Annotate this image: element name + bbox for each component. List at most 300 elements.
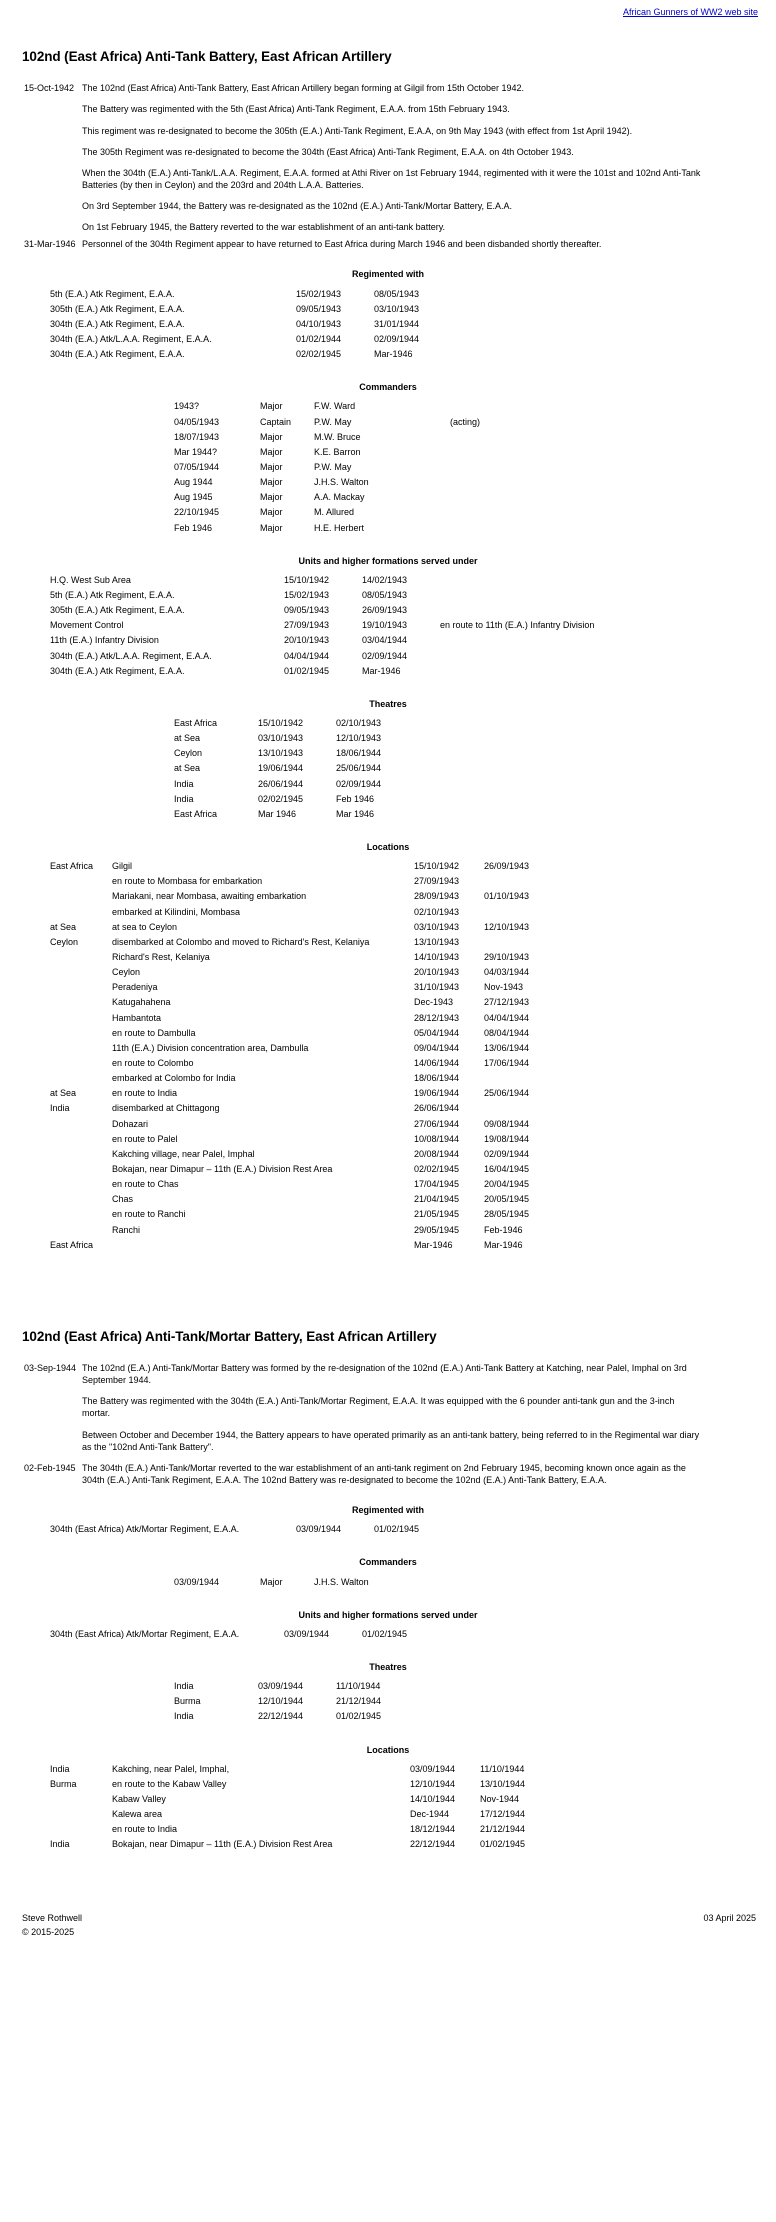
history-row — [14, 1362, 762, 1386]
from-date: 13/10/1943 — [414, 936, 460, 947]
table-row — [174, 808, 414, 823]
from-date: 20/08/1944 — [414, 1148, 460, 1159]
to-date: 04/04/1944 — [484, 1012, 530, 1023]
location-place: 11th (E.A.) Division concentration area, Dambulla — [112, 1042, 309, 1053]
commander-rank: Major — [260, 507, 283, 518]
unit1-theatres-table — [174, 717, 414, 823]
history-date: 03-Sep-1944 — [24, 1363, 77, 1373]
table-row — [50, 318, 452, 333]
table-row — [50, 860, 554, 875]
history-row — [14, 1462, 762, 1486]
location-place: en route to India — [112, 1088, 178, 1099]
table-row — [50, 1628, 440, 1643]
table-row — [174, 732, 414, 747]
history-text: The 102nd (East Africa) Anti-Tank Battery, East African Artillery began forming at Gilgil from 15th October 1942. — [82, 83, 525, 94]
commander-name: K.E. Barron — [314, 446, 361, 457]
location-region: India — [50, 1839, 70, 1850]
location-region — [50, 981, 112, 996]
location-region — [50, 1208, 112, 1223]
to-date: 26/09/1943 — [484, 861, 530, 872]
from-date: 14/10/1944 — [410, 1793, 456, 1804]
to-date: 14/02/1943 — [362, 574, 408, 585]
theatre-name: at Sea — [174, 733, 201, 744]
commander-rank: Major — [260, 446, 283, 457]
commander-note — [450, 506, 480, 521]
to-date: 01/02/1945 — [336, 1711, 382, 1722]
theatre-name: at Sea — [174, 763, 201, 774]
from-date: 18/12/1944 — [410, 1824, 456, 1835]
formation-name: 5th (E.A.) Atk Regiment, E.A.A. — [50, 590, 175, 601]
table-row — [50, 333, 452, 348]
to-date: 20/05/1945 — [484, 1194, 530, 1205]
table-row — [50, 906, 554, 921]
history-row — [14, 103, 762, 115]
table-row — [50, 1193, 554, 1208]
table-row — [50, 875, 554, 890]
to-date: 12/10/1943 — [484, 921, 530, 932]
location-region: Burma — [50, 1778, 77, 1789]
to-date: 08/04/1944 — [484, 1027, 530, 1038]
commander-name: F.W. Ward — [314, 401, 356, 412]
commander-note — [450, 476, 480, 491]
formation-note — [440, 665, 594, 680]
from-date: 12/10/1944 — [410, 1778, 456, 1789]
commander-note — [450, 491, 480, 506]
to-date: 19/08/1944 — [484, 1133, 530, 1144]
from-date: 09/04/1944 — [414, 1042, 460, 1053]
history-row — [14, 1429, 762, 1453]
to-date: 01/02/1945 — [362, 1628, 408, 1639]
table-row — [50, 1239, 554, 1254]
history-date: 02-Feb-1945 — [24, 1462, 76, 1473]
to-date: 03/04/1944 — [362, 635, 408, 646]
to-date: 01/02/1945 — [374, 1524, 420, 1535]
from-date: 03/09/1944 — [284, 1628, 330, 1639]
location-region: India — [50, 1103, 70, 1114]
location-region — [50, 1224, 112, 1239]
page-footer — [14, 1912, 762, 1940]
commander-rank: Major — [260, 477, 283, 488]
location-region: East Africa — [50, 1239, 94, 1250]
to-date: 02/09/1944 — [374, 334, 420, 345]
table-row — [50, 288, 452, 303]
location-region — [50, 875, 112, 890]
location-place: disembarked at Colombo and moved to Richard's Rest, Kelaniya — [112, 936, 370, 947]
unit2-regimented-with-table — [50, 1523, 452, 1538]
table-row — [50, 604, 594, 619]
to-date: 21/12/1944 — [336, 1696, 382, 1707]
from-date: Mar 1946 — [258, 808, 297, 819]
table-row — [50, 303, 452, 318]
unit1-regimented-with-table — [50, 288, 452, 364]
to-date: 27/12/1943 — [484, 997, 530, 1008]
location-place: Richard's Rest, Kelaniya — [112, 951, 210, 962]
footer-author: Steve Rothwell — [22, 1912, 83, 1923]
table-row — [174, 476, 480, 491]
to-date: 28/05/1945 — [484, 1209, 530, 1220]
from-date: 04/10/1943 — [296, 318, 342, 329]
table-row — [50, 1057, 554, 1072]
footer-copyright: © 2015-2025 — [22, 1926, 75, 1937]
location-region — [50, 1193, 112, 1208]
to-date — [484, 875, 554, 890]
formation-name: 305th (E.A.) Atk Regiment, E.A.A. — [50, 605, 185, 616]
to-date: 11/10/1944 — [480, 1763, 525, 1774]
table-row — [50, 1012, 554, 1027]
to-date: 01/10/1943 — [484, 891, 530, 902]
to-date: 12/10/1943 — [336, 733, 382, 744]
location-place: Katugahahena — [112, 997, 171, 1008]
unit2-units-served-under-table — [50, 1628, 440, 1643]
regiment-name: 304th (East Africa) Atk/Mortar Regiment, E.A.A. — [50, 1524, 240, 1535]
to-date: 29/10/1943 — [484, 951, 530, 962]
table-row — [50, 589, 594, 604]
location-place — [112, 1239, 414, 1254]
footer-date: 03 April 2025 — [703, 1912, 756, 1923]
table-row — [50, 634, 594, 649]
location-place: en route to Chas — [112, 1179, 179, 1190]
from-date: 02/02/1945 — [414, 1163, 460, 1174]
from-date: 18/06/1944 — [414, 1073, 460, 1084]
to-date: Nov-1944 — [480, 1793, 520, 1804]
table-row — [174, 1695, 414, 1710]
commander-rank: Major — [260, 522, 283, 533]
to-date: 21/12/1944 — [480, 1824, 526, 1835]
location-place: embarked at Kilindini, Mombasa — [112, 906, 241, 917]
commander-rank: Major — [260, 401, 283, 412]
to-date: 03/10/1943 — [374, 303, 420, 314]
history-text: Personnel of the 304th Regiment appear to have returned to East Africa during March 1946 and been disbanded shortly thereafter. — [82, 239, 602, 250]
to-date: Mar-1946 — [362, 665, 401, 676]
from-date: 20/10/1943 — [284, 635, 330, 646]
history-date: 15-Oct-1942 — [24, 83, 75, 94]
from-date: 01/02/1944 — [296, 334, 342, 345]
location-region — [50, 906, 112, 921]
location-place: en route to Dambulla — [112, 1027, 196, 1038]
unit1-commanders-heading: Commanders — [359, 382, 417, 393]
from-date: 03/10/1943 — [258, 733, 304, 744]
from-date: 29/05/1945 — [414, 1224, 460, 1235]
commander-name: J.H.S. Walton — [314, 477, 369, 488]
table-row — [50, 1133, 554, 1148]
to-date: 20/04/1945 — [484, 1179, 530, 1190]
from-date: 04/04/1944 — [284, 650, 330, 661]
table-row — [50, 1118, 554, 1133]
location-region: East Africa — [50, 861, 94, 872]
table-row — [50, 996, 554, 1011]
table-row — [50, 1224, 554, 1239]
table-row — [50, 665, 594, 680]
commander-note — [450, 522, 480, 537]
from-date: 01/02/1945 — [284, 665, 330, 676]
commander-date: 07/05/1944 — [174, 462, 220, 473]
table-row — [50, 650, 594, 665]
location-place: Chas — [112, 1194, 134, 1205]
to-date: 13/06/1944 — [484, 1042, 530, 1053]
from-date: 22/12/1944 — [258, 1711, 304, 1722]
commander-note — [450, 461, 480, 476]
table-row — [174, 506, 480, 521]
to-date: 09/08/1944 — [484, 1118, 530, 1129]
from-date: Dec-1944 — [410, 1809, 450, 1820]
table-row — [50, 1523, 452, 1538]
table-row — [50, 1793, 550, 1808]
location-place: en route to the Kabaw Valley — [112, 1778, 227, 1789]
unit1-history-block — [14, 82, 762, 250]
commander-date: Mar 1944? — [174, 446, 218, 457]
table-row — [50, 1087, 554, 1102]
location-region — [50, 951, 112, 966]
table-row — [174, 747, 414, 762]
commander-name: M. Allured — [314, 507, 355, 518]
to-date — [484, 936, 554, 951]
commander-date: 1943? — [174, 401, 200, 412]
from-date: 27/09/1943 — [414, 876, 460, 887]
table-row — [50, 1072, 554, 1087]
from-date: 28/09/1943 — [414, 891, 460, 902]
to-date: 17/06/1944 — [484, 1057, 530, 1068]
table-row — [174, 400, 480, 415]
to-date: 18/06/1944 — [336, 748, 382, 759]
from-date: 21/05/1945 — [414, 1209, 460, 1220]
location-place: Bokajan, near Dimapur – 11th (E.A.) Division Rest Area — [112, 1163, 333, 1174]
location-place: en route to Mombasa for embarkation — [112, 876, 263, 887]
commander-date: 18/07/1943 — [174, 431, 220, 442]
commander-note — [450, 431, 480, 446]
formation-note — [440, 574, 594, 589]
to-date: 31/01/1944 — [374, 318, 420, 329]
to-date: 25/06/1944 — [484, 1088, 530, 1099]
from-date: 27/06/1944 — [414, 1118, 460, 1129]
location-region — [50, 1057, 112, 1072]
location-region: at Sea — [50, 1088, 77, 1099]
unit1-locations-table — [50, 860, 554, 1254]
to-date: 11/10/1944 — [336, 1681, 381, 1692]
history-text: The Battery was regimented with the 304th (E.A.) Anti-Tank/Mortar Regiment, E.A.A. It was equipped with the 6 pounder anti-tank gun and the 3-inch mortar. — [82, 1396, 675, 1419]
from-date: 02/10/1943 — [414, 906, 460, 917]
location-region — [50, 1012, 112, 1027]
commander-rank: Captain — [260, 416, 292, 427]
commander-date: Aug 1945 — [174, 492, 213, 503]
from-date: 26/06/1944 — [414, 1103, 460, 1114]
history-row — [14, 167, 762, 191]
to-date: 08/05/1943 — [374, 288, 420, 299]
location-region — [50, 1072, 112, 1087]
table-row — [50, 1208, 554, 1223]
formation-note — [440, 634, 594, 649]
unit2-commanders-table — [174, 1576, 450, 1591]
from-date: 10/08/1944 — [414, 1133, 460, 1144]
unit1-locations-heading: Locations — [366, 841, 410, 852]
location-place: Hambantota — [112, 1012, 162, 1023]
history-text: The 305th Regiment was re-designated to become the 304th (East Africa) Anti-Tank Regiment, E.A.A. on 4th October 1943. — [82, 146, 574, 157]
table-row — [174, 431, 480, 446]
table-row — [50, 1102, 554, 1117]
to-date — [484, 1072, 554, 1087]
commander-note — [450, 400, 480, 415]
commander-date: Feb 1946 — [174, 522, 213, 533]
formation-name: 304th (E.A.) Atk Regiment, E.A.A. — [50, 665, 185, 676]
history-text: On 1st February 1945, the Battery reverted to the war establishment of an anti-tank battery. — [82, 222, 446, 233]
commander-date: 04/05/1943 — [174, 416, 220, 427]
to-date: Mar 1946 — [336, 808, 375, 819]
from-date: 17/04/1945 — [414, 1179, 460, 1190]
unit2-commanders-heading: Commanders — [359, 1557, 417, 1568]
from-date: 22/12/1944 — [410, 1839, 456, 1850]
to-date: 02/09/1944 — [362, 650, 408, 661]
unit1-regimented-with-heading: Regimented with — [351, 269, 424, 280]
location-region — [50, 1793, 112, 1808]
from-date: 02/02/1945 — [258, 793, 304, 804]
commander-date: 22/10/1945 — [174, 507, 220, 518]
commander-rank: Major — [260, 431, 283, 442]
from-date: 03/09/1944 — [258, 1681, 304, 1692]
commander-name: M.W. Bruce — [314, 431, 361, 442]
location-region — [50, 966, 112, 981]
table-row — [50, 951, 554, 966]
regiment-name: 304th (E.A.) Atk Regiment, E.A.A. — [50, 318, 185, 329]
to-date: 02/09/1944 — [484, 1148, 530, 1159]
top-link-row — [14, 0, 762, 20]
commander-rank: Major — [260, 492, 283, 503]
location-place: Kalewa area — [112, 1809, 163, 1820]
table-row — [174, 793, 414, 808]
location-region: Ceylon — [50, 936, 79, 947]
table-row — [50, 1778, 550, 1793]
history-row — [14, 146, 762, 158]
from-date: 13/10/1943 — [258, 748, 304, 759]
african-gunners-website-link[interactable]: African Gunners of WW2 web site — [622, 7, 758, 17]
formation-name: 11th (E.A.) Infantry Division — [50, 635, 159, 646]
theatre-name: East Africa — [174, 808, 218, 819]
location-place: Kabaw Valley — [112, 1793, 166, 1804]
table-row — [174, 1710, 414, 1725]
regiment-name: 304th (E.A.) Atk Regiment, E.A.A. — [50, 349, 185, 360]
from-date: 20/10/1943 — [414, 967, 460, 978]
table-row — [50, 1763, 550, 1778]
location-place: Mariakani, near Mombasa, awaiting embarkation — [112, 891, 307, 902]
to-date: Mar-1946 — [484, 1239, 523, 1250]
from-date: 15/02/1943 — [296, 288, 342, 299]
history-text: The 304th (E.A.) Anti-Tank/Mortar reverted to the war establishment of an anti-tank regiment on 2nd February 1945, becoming known once again as the 304th (E.A.) Anti-Tank Regiment, E.A.A. The 102nd Battery was re-designated to become the 102nd (E.A.) Anti-Tank Battery, E.A.A. — [82, 1462, 686, 1485]
location-region — [50, 1118, 112, 1133]
formation-note — [440, 604, 594, 619]
history-row — [14, 125, 762, 137]
formation-note — [440, 589, 594, 604]
table-row — [174, 416, 480, 431]
unit2-units-served-under-heading: Units and higher formations served under — [298, 1609, 478, 1620]
commander-name: H.E. Herbert — [314, 522, 365, 533]
from-date: 09/05/1943 — [296, 303, 342, 314]
location-region — [50, 1823, 112, 1838]
theatre-name: Ceylon — [174, 748, 203, 759]
unit2-page-title: 102nd (East Africa) Anti-Tank/Mortar Battery, East African Artillery — [22, 1328, 437, 1344]
from-date: 15/10/1942 — [284, 574, 330, 585]
table-row — [50, 1042, 554, 1057]
from-date: 14/10/1943 — [414, 951, 460, 962]
unit1-commanders-table — [174, 400, 480, 536]
location-region — [50, 1148, 112, 1163]
from-date: 27/09/1943 — [284, 620, 330, 631]
formation-note: en route to 11th (E.A.) Infantry Division — [440, 620, 595, 631]
commander-name: P.W. May — [314, 462, 352, 473]
from-date: 05/04/1944 — [414, 1027, 460, 1038]
table-row — [174, 522, 480, 537]
history-row — [14, 82, 762, 94]
table-row — [174, 491, 480, 506]
regiment-name: 5th (E.A.) Atk Regiment, E.A.A. — [50, 288, 175, 299]
table-row — [50, 981, 554, 996]
commander-note: (acting) — [450, 416, 481, 427]
unit1-units-served-under-table — [50, 574, 594, 680]
location-place: en route to Colombo — [112, 1057, 194, 1068]
unit2-theatres-heading: Theatres — [369, 1661, 407, 1672]
table-row — [50, 966, 554, 981]
commander-rank: Major — [260, 1576, 283, 1587]
location-region: India — [50, 1763, 70, 1774]
unit2-locations-heading: Locations — [366, 1744, 410, 1755]
location-place: Bokajan, near Dimapur – 11th (E.A.) Division Rest Area — [112, 1839, 333, 1850]
from-date: 19/06/1944 — [414, 1088, 460, 1099]
to-date: Feb 1946 — [336, 793, 375, 804]
table-row — [50, 1178, 554, 1193]
theatre-name: India — [174, 778, 194, 789]
from-date: 15/10/1942 — [414, 861, 460, 872]
from-date: Mar-1946 — [414, 1239, 453, 1250]
from-date: 21/04/1945 — [414, 1194, 460, 1205]
from-date: 14/06/1944 — [414, 1057, 460, 1068]
to-date: 25/06/1944 — [336, 763, 382, 774]
to-date: Nov-1943 — [484, 982, 524, 993]
commander-date: 03/09/1944 — [174, 1576, 220, 1587]
to-date: Feb-1946 — [484, 1224, 523, 1235]
to-date: 16/04/1945 — [484, 1163, 530, 1174]
from-date: 03/09/1944 — [410, 1763, 456, 1774]
table-row — [174, 446, 480, 461]
history-row — [14, 238, 762, 250]
table-row — [50, 574, 594, 589]
table-row — [50, 1027, 554, 1042]
table-row — [174, 778, 414, 793]
location-place: embarked at Colombo for India — [112, 1073, 236, 1084]
table-row — [174, 717, 414, 732]
formation-name: 304th (East Africa) Atk/Mortar Regiment, E.A.A. — [50, 1628, 240, 1639]
commander-name: P.W. May — [314, 416, 352, 427]
table-row — [50, 936, 554, 951]
location-place: Gilgil — [112, 861, 133, 872]
from-date: 19/06/1944 — [258, 763, 304, 774]
from-date: 12/10/1944 — [258, 1696, 304, 1707]
unit1-page-title: 102nd (East Africa) Anti-Tank Battery, East African Artillery — [22, 49, 392, 64]
commander-name: A.A. Mackay — [314, 492, 365, 503]
commander-rank: Major — [260, 462, 283, 473]
table-row — [50, 619, 594, 634]
theatre-name: East Africa — [174, 718, 218, 728]
table-row — [50, 1808, 550, 1823]
from-date: 03/10/1943 — [414, 921, 460, 932]
history-text: The 102nd (E.A.) Anti-Tank/Mortar Battery was formed by the re-designation of the 102nd (E.A.) Anti-Tank Battery at Katching, near Palel, Imphal on 3rd September 1944. — [82, 1363, 687, 1386]
from-date: 31/10/1943 — [414, 982, 460, 993]
formation-name: Movement Control — [50, 620, 124, 631]
location-place: Ranchi — [112, 1224, 141, 1235]
to-date: 17/12/1944 — [480, 1809, 526, 1820]
unit1-theatres-heading: Theatres — [369, 698, 407, 709]
to-date: 19/10/1943 — [362, 620, 408, 631]
to-date: 08/05/1943 — [362, 590, 408, 601]
to-date: 02/10/1943 — [336, 718, 382, 728]
location-place: Peradeniya — [112, 982, 158, 993]
location-region: at Sea — [50, 921, 77, 932]
